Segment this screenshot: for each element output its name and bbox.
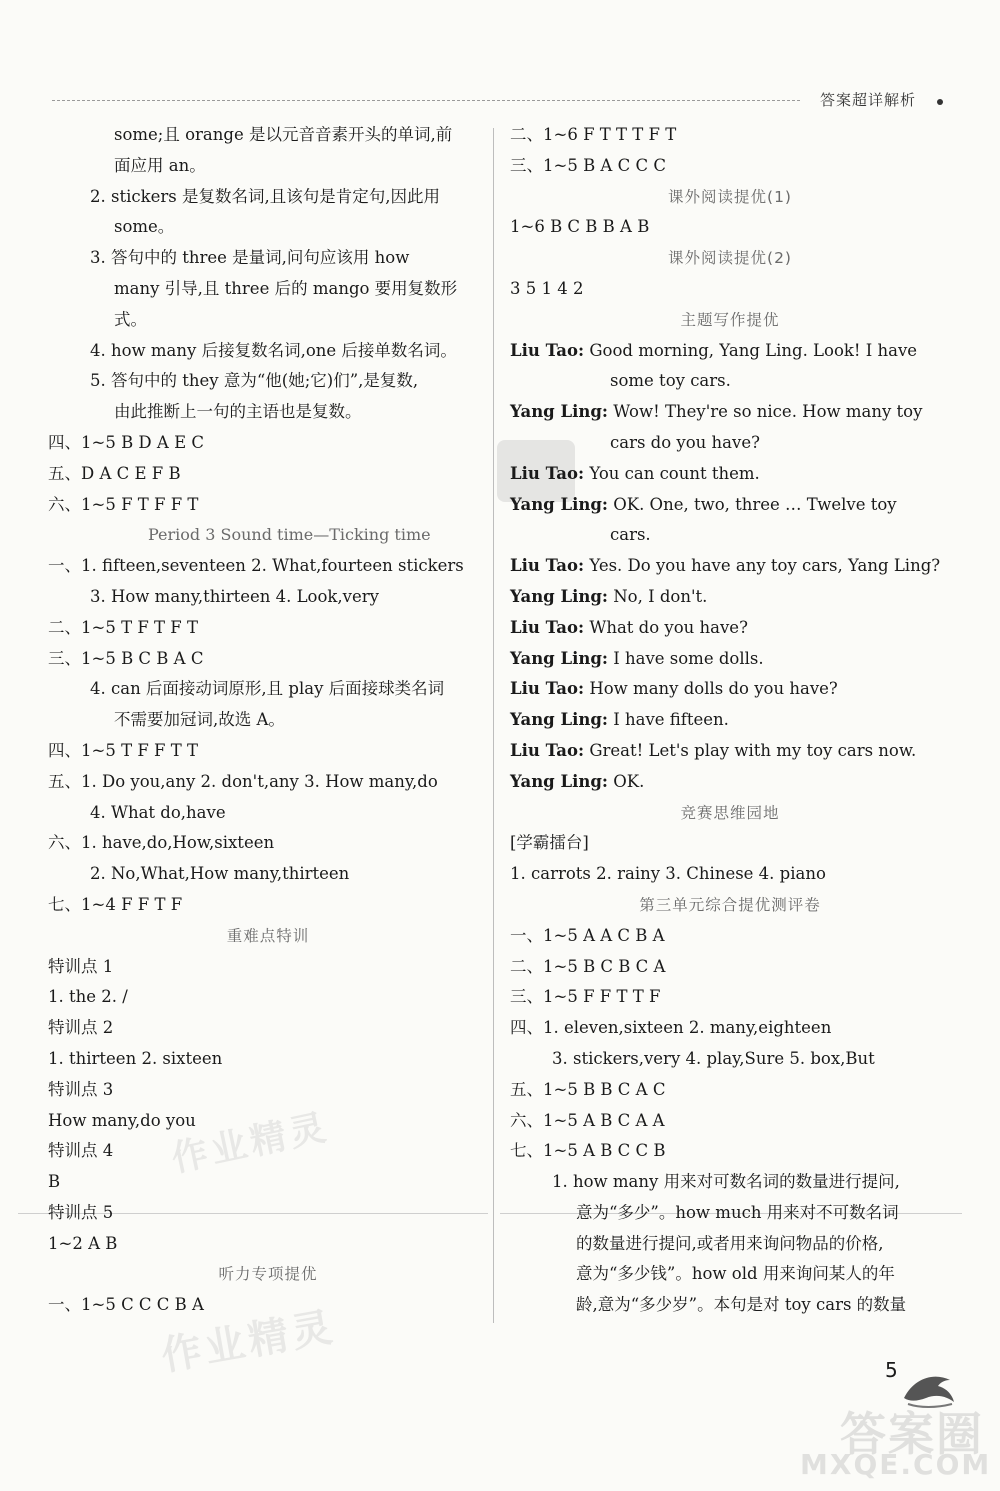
line-text: 第三单元综合提优测评卷 xyxy=(639,895,821,914)
left-line xyxy=(48,182,488,213)
line-text: 听力专项提优 xyxy=(218,1265,318,1284)
line-text: 3. 答句中的 three 是量词,问句应该用 how xyxy=(90,248,410,268)
line-text: How many,do you xyxy=(48,1110,196,1130)
left-line xyxy=(48,921,488,952)
line-text: 二、1~6 F T T T F T xyxy=(510,125,677,144)
line-text: 特训点 2 xyxy=(48,1018,114,1038)
line-text: some。 xyxy=(114,217,175,237)
left-line xyxy=(48,305,488,336)
right-line xyxy=(510,828,950,859)
line-text: Great! Let's play with my toy cars now. xyxy=(584,740,917,760)
line-text: Wow! They're so nice. How many toy xyxy=(607,402,923,422)
right-line xyxy=(510,705,950,736)
left-line xyxy=(48,459,488,490)
left-line xyxy=(48,1259,488,1290)
line-text: many 引导,且 three 后的 mango 要用复数形 xyxy=(114,278,458,298)
line-text: 4. how many 后接复数名词,one 后接单数名词。 xyxy=(90,340,457,360)
line-text: 1. thirteen 2. sixteen xyxy=(48,1048,223,1068)
speaker-name: Yang Ling: xyxy=(510,710,608,730)
line-text: 特训点 5 xyxy=(48,1202,114,1222)
right-line xyxy=(510,520,950,551)
left-line xyxy=(48,151,488,182)
left-line xyxy=(48,1198,488,1229)
left-line xyxy=(48,644,488,675)
right-line xyxy=(510,1136,950,1167)
left-line xyxy=(48,1013,488,1044)
right-line xyxy=(510,952,950,983)
line-text: 1. the 2. / xyxy=(48,987,128,1007)
line-text: 不需要加冠词,故选 A。 xyxy=(114,710,285,730)
line-text: OK. xyxy=(607,771,645,791)
right-line xyxy=(510,1259,950,1290)
right-line xyxy=(510,859,950,890)
line-text: 特训点 3 xyxy=(48,1079,114,1099)
speaker-name: Yang Ling: xyxy=(510,494,608,514)
left-line xyxy=(48,859,488,890)
line-text: 重难点特训 xyxy=(226,926,310,945)
line-text: 二、1~5 B C B C A xyxy=(510,956,666,976)
line-text: 1. how many 用来对可数名词的数量进行提问, xyxy=(552,1172,900,1192)
right-line xyxy=(510,212,950,243)
line-text: 二、1~5 T F T F T xyxy=(48,617,198,637)
left-line xyxy=(48,767,488,798)
speaker-name: Liu Tao: xyxy=(510,679,585,699)
line-text: Yes. Do you have any toy cars, Yang Ling? xyxy=(584,556,941,576)
speaker-name: Liu Tao: xyxy=(510,740,585,760)
watermark-mid: 作业精灵 xyxy=(168,1106,334,1181)
right-line xyxy=(510,397,950,428)
right-line xyxy=(510,274,950,305)
line-text: 3. How many,thirteen 4. Look,very xyxy=(90,586,379,606)
line-text: 竞赛思维园地 xyxy=(680,803,780,822)
left-line xyxy=(48,274,488,305)
line-text: some toy cars. xyxy=(610,371,731,391)
right-line xyxy=(510,1106,950,1137)
line-text: 五、1~5 B B C A C xyxy=(510,1079,666,1099)
line-text: 式。 xyxy=(114,309,147,329)
speaker-name: Liu Tao: xyxy=(510,556,585,576)
line-text: 六、1~5 F T F F T xyxy=(48,494,199,514)
right-line xyxy=(510,551,950,582)
left-line xyxy=(48,1229,488,1260)
watermark-bottom: 作业精灵 xyxy=(157,1304,340,1380)
line-text: 面应用 an。 xyxy=(114,155,206,175)
line-text: 一、1~5 C C C B A xyxy=(48,1295,204,1315)
line-text: Good morning, Yang Ling. Look! I have xyxy=(584,340,918,360)
line-text: 七、1~5 A B C C B xyxy=(510,1141,666,1161)
line-text: 1. carrots 2. rainy 3. Chinese 4. piano xyxy=(510,864,826,884)
right-line xyxy=(510,644,950,675)
left-line xyxy=(48,366,488,397)
header-title: 答案超详解析 xyxy=(820,91,917,109)
line-text: 的数量进行提问,或者用来询问物品的价格, xyxy=(576,1233,884,1253)
line-text: 特训点 1 xyxy=(48,956,114,976)
left-line xyxy=(48,736,488,767)
speaker-name: Yang Ling: xyxy=(510,771,608,791)
line-text: 五、1. Do you,any 2. don't,any 3. How many,do xyxy=(48,771,438,791)
right-line xyxy=(510,674,950,705)
line-text: 3. stickers,very 4. play,Sure 5. box,But xyxy=(552,1048,875,1068)
line-text: 七、1~4 F F T F xyxy=(48,894,183,914)
line-text: 课外阅读提优(1) xyxy=(668,187,792,206)
line-text: 意为“多少钱”。how old 用来询问某人的年 xyxy=(576,1264,895,1284)
right-column xyxy=(510,120,950,1321)
left-line xyxy=(48,613,488,644)
right-line xyxy=(510,490,950,521)
left-line xyxy=(48,520,488,551)
left-line xyxy=(48,982,488,1013)
line-text: 由此推断上一句的主语也是复数。 xyxy=(114,402,362,422)
right-line xyxy=(510,305,950,336)
left-line xyxy=(48,212,488,243)
line-text: 5. 答句中的 they 意为“他(她;它)们”,是复数, xyxy=(90,371,419,391)
line-text: 1~2 A B xyxy=(48,1233,118,1253)
line-text: 龄,意为“多少岁”。本句是对 toy cars 的数量 xyxy=(576,1295,907,1315)
right-line xyxy=(510,1044,950,1075)
left-line xyxy=(48,428,488,459)
left-line xyxy=(48,582,488,613)
speaker-name: Yang Ling: xyxy=(510,648,608,668)
line-text: No, I don't. xyxy=(607,586,708,606)
right-line xyxy=(510,921,950,952)
line-text: some;且 orange 是以元音音素开头的单词,前 xyxy=(114,125,453,144)
line-text: 五、D A C E F B xyxy=(48,463,181,483)
line-text: 意为“多少”。how much 用来对不可数名词 xyxy=(576,1202,899,1222)
left-line xyxy=(48,705,488,736)
right-line xyxy=(510,767,950,798)
right-line xyxy=(510,1229,950,1260)
line-text: 一、1. fifteen,seventeen 2. What,fourteen stickers xyxy=(48,556,464,576)
right-line xyxy=(510,243,950,274)
left-line xyxy=(48,1075,488,1106)
right-line xyxy=(510,366,950,397)
right-line xyxy=(510,1075,950,1106)
right-line xyxy=(510,582,950,613)
right-line xyxy=(510,428,950,459)
line-text: How many dolls do you have? xyxy=(584,679,838,699)
left-line xyxy=(48,120,488,151)
right-line xyxy=(510,798,950,829)
line-text: I have fifteen. xyxy=(607,710,729,730)
line-text: 六、1~5 A B C A A xyxy=(510,1110,665,1130)
right-line xyxy=(510,1167,950,1198)
line-text: 四、1~5 B D A E C xyxy=(48,432,204,452)
left-line xyxy=(48,490,488,521)
line-text: 3 5 1 4 2 xyxy=(510,278,584,298)
left-line xyxy=(48,1167,488,1198)
line-text: cars. xyxy=(610,525,651,545)
right-line xyxy=(510,1013,950,1044)
line-text: 三、1~5 B A C C C xyxy=(510,155,666,175)
header-rule xyxy=(52,100,800,101)
left-line xyxy=(48,890,488,921)
right-line xyxy=(510,459,950,490)
line-text: 四、1. eleven,sixteen 2. many,eighteen xyxy=(510,1018,832,1038)
line-text: OK. One, two, three … Twelve toy xyxy=(607,494,897,514)
left-line xyxy=(48,243,488,274)
right-line xyxy=(510,1198,950,1229)
dolphin-icon xyxy=(900,1370,960,1410)
line-text: 主题写作提优 xyxy=(680,310,780,329)
column-divider xyxy=(493,128,494,1323)
right-line xyxy=(510,613,950,644)
line-text: 4. can 后面接动词原形,且 play 后面接球类名词 xyxy=(90,679,445,699)
line-text: 三、1~5 B C B A C xyxy=(48,648,204,668)
right-line xyxy=(510,120,950,151)
line-text: 1~6 B C B B A B xyxy=(510,217,650,237)
right-line xyxy=(510,1290,950,1321)
speaker-name: Liu Tao: xyxy=(510,463,585,483)
line-text: Period 3 Sound time—Ticking time xyxy=(148,525,431,545)
watermark-url: MXQE.COM xyxy=(800,1448,992,1481)
line-text: 四、1~5 T F F T T xyxy=(48,740,198,760)
line-text: You can count them. xyxy=(584,463,760,483)
line-text: What do you have? xyxy=(584,617,748,637)
speaker-name: Yang Ling: xyxy=(510,586,608,606)
left-line xyxy=(48,336,488,367)
right-line xyxy=(510,182,950,213)
line-text: 2. No,What,How many,thirteen xyxy=(90,864,350,884)
left-line xyxy=(48,551,488,582)
left-line xyxy=(48,828,488,859)
line-text: 课外阅读提优(2) xyxy=(668,249,792,268)
left-line xyxy=(48,397,488,428)
line-text: 特训点 4 xyxy=(48,1141,114,1161)
left-line xyxy=(48,1044,488,1075)
line-text: 一、1~5 A A C B A xyxy=(510,925,665,945)
line-text: 2. stickers 是复数名词,且该句是肯定句,因此用 xyxy=(90,186,440,206)
left-line xyxy=(48,952,488,983)
line-text: B xyxy=(48,1172,61,1192)
line-text: cars do you have? xyxy=(610,432,760,452)
line-text: I have some dolls. xyxy=(607,648,764,668)
speaker-name: Yang Ling: xyxy=(510,402,608,422)
left-line xyxy=(48,674,488,705)
right-line xyxy=(510,736,950,767)
watermark-logo: 答案圈 xyxy=(840,1407,984,1461)
right-line xyxy=(510,982,950,1013)
speaker-name: Liu Tao: xyxy=(510,340,585,360)
right-line xyxy=(510,336,950,367)
header-dot-icon xyxy=(937,99,943,105)
right-line xyxy=(510,151,950,182)
left-line xyxy=(48,798,488,829)
right-line xyxy=(510,890,950,921)
speaker-name: Liu Tao: xyxy=(510,617,585,637)
page-number: 5 xyxy=(885,1358,898,1382)
line-text: 六、1. have,do,How,sixteen xyxy=(48,833,275,853)
line-text: 三、1~5 F F T T F xyxy=(510,987,661,1007)
line-text: 4. What do,have xyxy=(90,802,226,822)
line-text: [学霸擂台] xyxy=(510,833,589,853)
